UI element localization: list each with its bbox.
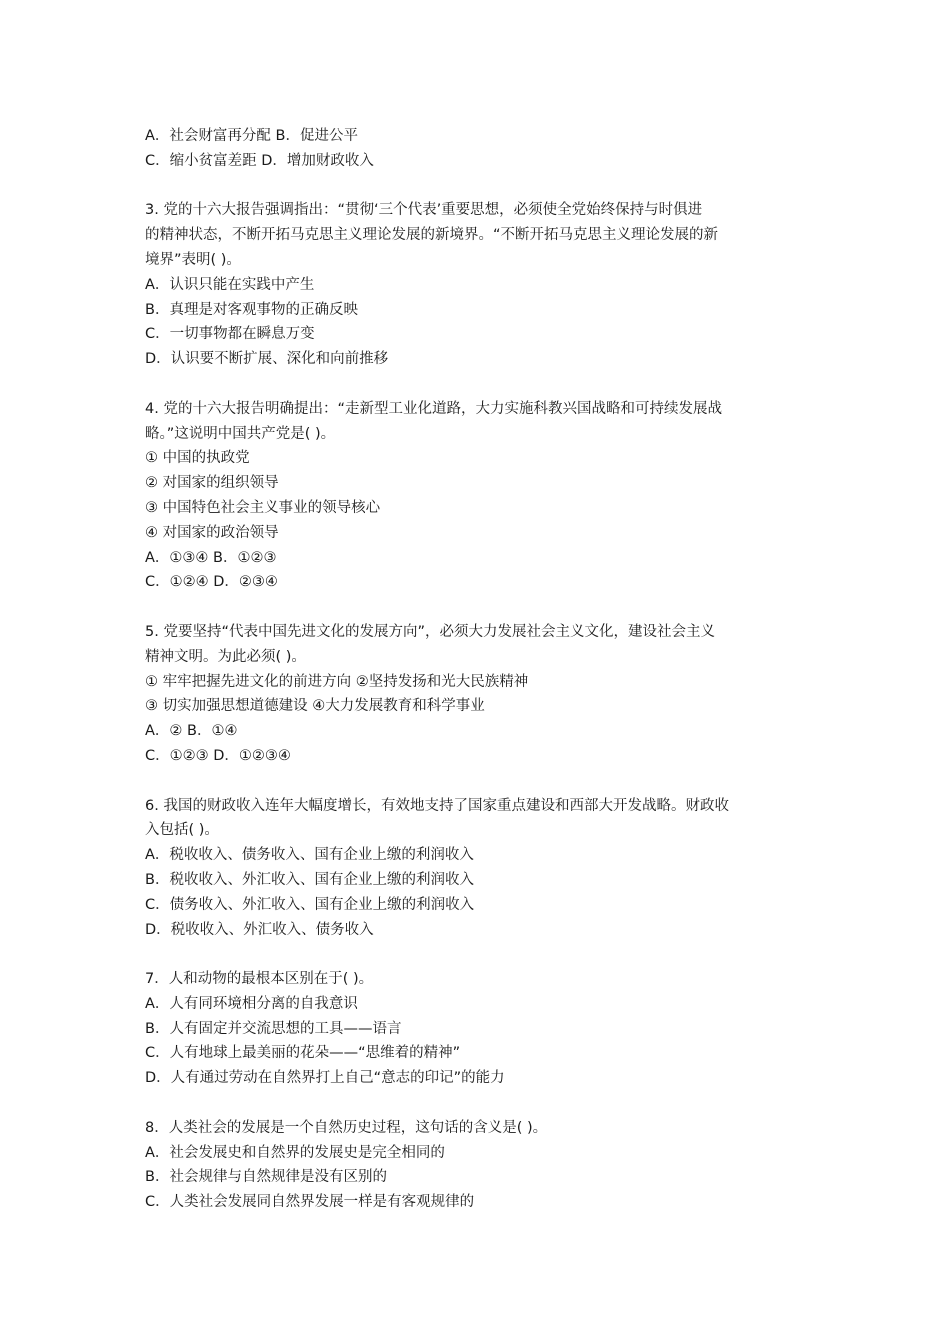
text-line: A．社会财富再分配 B．促进公平 — [145, 128, 358, 144]
document-page — [145, 124, 815, 1215]
text-line: C．缩小贫富差距 D．增加财政收入 — [145, 152, 374, 169]
text-line: C．①②③ D．①②③④ — [145, 747, 291, 764]
text-line: 5. 党要坚持“代表中国先进文化的发展方向”，必须大力发展社会主义文化，建设社会主义 — [145, 623, 715, 640]
text-line: C．一切事物都在瞬息万变 — [145, 326, 315, 343]
text-line: B．社会规律与自然规律是没有区别的 — [145, 1169, 387, 1186]
text-line: A．税收收入、债务收入、国有企业上缴的利润收入 — [145, 847, 474, 864]
text-line: 4. 党的十六大报告明确提出：“走新型工业化道路，大力实施科教兴国战略和可持续发展战 — [145, 400, 722, 417]
paragraph-gap — [145, 1091, 815, 1116]
text-line: D．认识要不断扩展、深化和向前推移 — [145, 351, 389, 368]
paragraph-gap — [145, 595, 815, 620]
text-line: A．①③④ B．①②③ — [145, 549, 277, 566]
paragraph-gap — [145, 769, 815, 794]
text-line: 7．人和动物的最根本区别在于( )。 — [145, 971, 374, 988]
text-line: B．人有固定并交流思想的工具——语言 — [145, 1020, 402, 1037]
text-line: D．税收收入、外汇收入、债务收入 — [145, 921, 374, 938]
text-line: 的精神状态，不断开拓马克思主义理论发展的新境界。“不断开拓马克思主义理论发展的新 — [145, 227, 719, 244]
text-line: 略。”这说明中国共产党是( )。 — [145, 425, 336, 442]
text-line: 入包括( )。 — [145, 822, 219, 839]
text-line: A．人有同环境相分离的自我意识 — [145, 995, 358, 1012]
paragraph-gap — [145, 942, 815, 967]
text-line: ③ 切实加强思想道德建设 ④大力发展教育和科学事业 — [145, 698, 485, 715]
text-line: A．认识只能在实践中产生 — [145, 276, 315, 293]
text-line: 8．人类社会的发展是一个自然历史过程，这句话的含义是( )。 — [145, 1119, 548, 1136]
text-line: 6. 我国的财政收入连年大幅度增长，有效地支持了国家重点建设和西部大开发战略。财政收 — [145, 797, 729, 814]
text-line: 3. 党的十六大报告强调指出：“贯彻‘三个代表’重要思想，必须使全党始终保持与时俱进 — [145, 202, 703, 219]
text-line: C．债务收入、外汇收入、国有企业上缴的利润收入 — [145, 896, 475, 913]
paragraph-gap — [145, 174, 815, 199]
text-line: D．人有通过劳动在自然界打上自己“意志的印记”的能力 — [145, 1070, 505, 1087]
text-line: ① 中国的执政党 — [145, 450, 250, 467]
text-line: C．人类社会发展同自然界发展一样是有客观规律的 — [145, 1194, 475, 1211]
text-line: ② 对国家的组织领导 — [145, 475, 279, 492]
text-line: C．①②④ D．②③④ — [145, 574, 278, 591]
text-line: ③ 中国特色社会主义事业的领导核心 — [145, 499, 381, 516]
text-line: 境界”表明( )。 — [145, 251, 241, 268]
text-line: B．税收收入、外汇收入、国有企业上缴的利润收入 — [145, 871, 474, 888]
text-line: ④ 对国家的政治领导 — [145, 524, 279, 541]
paragraph-gap — [145, 372, 815, 397]
text-line: 精神文明。为此必须( )。 — [145, 648, 306, 665]
text-line: ① 牢牢把握先进文化的前进方向 ②坚持发扬和光大民族精神 — [145, 673, 529, 690]
text-line: A．② B．①④ — [145, 723, 238, 740]
text-line: B．真理是对客观事物的正确反映 — [145, 301, 358, 318]
text-line: A．社会发展史和自然界的发展史是完全相同的 — [145, 1144, 445, 1161]
text-line: C．人有地球上最美丽的花朵——“思维着的精神” — [145, 1045, 461, 1062]
